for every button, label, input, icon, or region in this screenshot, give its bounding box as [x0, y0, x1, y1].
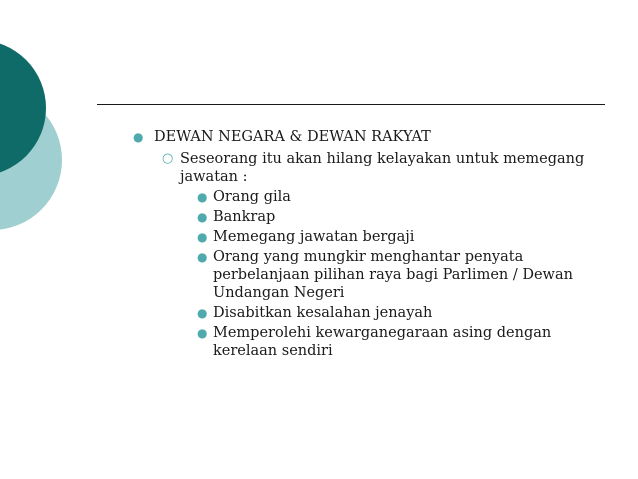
list-item [130, 228, 600, 246]
slide-body [130, 128, 600, 362]
heading-text: DEWAN NEGARA & DEWAN RAKYAT [154, 129, 431, 145]
hollow-bullet-icon: ○ [162, 151, 174, 166]
title-divider-line [97, 104, 605, 105]
list-item-text: Memperolehi kewarganegaraan asing dengan kerelaan sendiri [213, 325, 552, 359]
decorative-circles [0, 0, 110, 260]
bullet-level-1 [130, 128, 600, 146]
list-item-text: Memegang jawatan bergaji [213, 229, 415, 245]
bullet-icon: ● [197, 230, 208, 244]
list-item [130, 324, 600, 360]
bullet-icon: ● [197, 210, 208, 224]
bullet-level-2 [130, 150, 600, 186]
list-item [130, 208, 600, 226]
bullet-icon: ● [133, 130, 144, 144]
bullet-icon: ● [197, 306, 208, 320]
list-item-text: Orang gila [213, 189, 291, 205]
list-item [130, 304, 600, 322]
bullet-icon: ● [197, 326, 208, 340]
list-item [130, 248, 600, 302]
list-item-text: Disabitkan kesalahan jenayah [213, 305, 433, 321]
list-item-text: Bankrap [213, 209, 276, 225]
sub-bullet-text: Seseorang itu akan hilang kelayakan untuk memegang jawatan : [180, 151, 585, 185]
list-item [130, 188, 600, 206]
list-item-text: Orang yang mungkir menghantar penyata perbelanjaan pilihan raya bagi Parlimen / Dewan Undangan Negeri [213, 249, 573, 301]
bullet-icon: ● [197, 250, 208, 264]
bullet-icon: ● [197, 190, 208, 204]
